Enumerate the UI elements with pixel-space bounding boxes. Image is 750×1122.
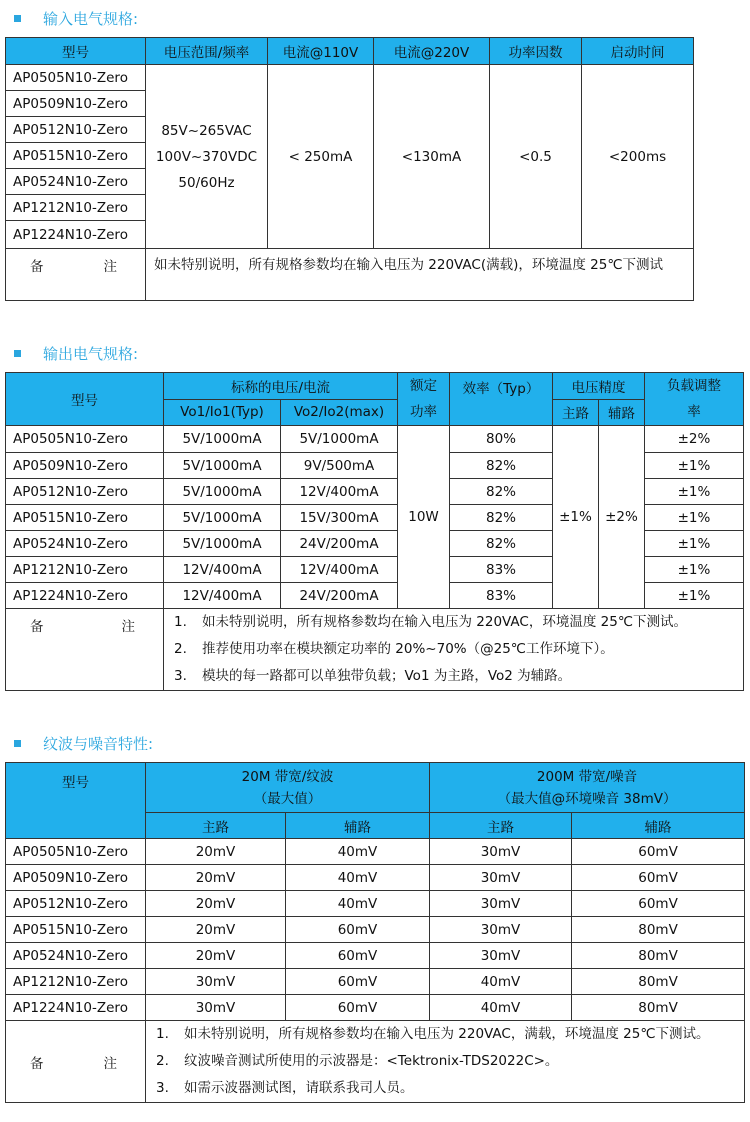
model-cell: AP0524N10-Zero: [6, 169, 146, 195]
noise-main-cell: 40mV: [430, 995, 572, 1021]
model-cell: AP0512N10-Zero: [6, 891, 146, 917]
section-title-text: 纹波与噪音特性:: [43, 735, 154, 753]
noise-aux-cell: 60mV: [572, 865, 745, 891]
range-line: 100V~370VDC: [155, 148, 258, 165]
ripple-label-b: （最大值）: [253, 790, 322, 807]
model-cell: AP0524N10-Zero: [6, 531, 164, 557]
remark-label-b: 注: [103, 259, 117, 275]
vo1-cell: 5V/1000mA: [164, 479, 281, 505]
header-main: 主路: [553, 399, 599, 426]
header-accuracy: 电压精度: [553, 373, 645, 400]
efficiency-cell: 83%: [450, 557, 553, 583]
header-power-factor: 功率因数: [490, 38, 582, 65]
header-efficiency: 效率（Typ）: [450, 373, 553, 426]
load-regulation-cell: ±1%: [645, 505, 744, 531]
note-text: 模块的每一路都可以单独带负载；Vo1 为主路，Vo2 为辅路。: [202, 668, 572, 684]
vo2-cell: 15V/300mA: [281, 505, 398, 531]
rated-label-b: 功率: [410, 404, 437, 420]
aux-accuracy-cell: ±2%: [599, 426, 645, 609]
square-bullet-icon: [14, 740, 21, 747]
noise-aux-cell: 80mV: [572, 969, 745, 995]
input-spec-table: [5, 37, 694, 301]
ripple-main-cell: 20mV: [146, 865, 286, 891]
model-cell: AP1224N10-Zero: [6, 583, 164, 609]
ripple-aux-cell: 40mV: [286, 839, 430, 865]
vo1-cell: 12V/400mA: [164, 583, 281, 609]
vo2-cell: 9V/500mA: [281, 453, 398, 479]
noise-aux-cell: 80mV: [572, 917, 745, 943]
vo2-cell: 12V/400mA: [281, 479, 398, 505]
table-row: [6, 865, 745, 891]
current-110-cell: < 250mA: [268, 65, 374, 249]
model-cell: AP0505N10-Zero: [6, 65, 146, 91]
note-item: [174, 636, 743, 663]
header-nominal: 标称的电压/电流: [164, 373, 398, 400]
vo1-cell: 5V/1000mA: [164, 426, 281, 453]
ripple-aux-cell: 60mV: [286, 969, 430, 995]
voltage-range-cell: [146, 65, 268, 249]
efficiency-cell: 82%: [450, 531, 553, 557]
output-spec-table: [5, 372, 744, 691]
ripple-main-cell: 20mV: [146, 891, 286, 917]
vo1-cell: 5V/1000mA: [164, 505, 281, 531]
table-header-row: [6, 38, 694, 65]
efficiency-cell: 83%: [450, 583, 553, 609]
header-noise-200m: [430, 763, 745, 813]
remark-notes: [146, 1021, 745, 1103]
vo1-cell: 5V/1000mA: [164, 453, 281, 479]
remark-label-a: 备: [30, 619, 44, 635]
efficiency-cell: 82%: [450, 505, 553, 531]
efficiency-cell: 82%: [450, 479, 553, 505]
vo1-cell: 5V/1000mA: [164, 531, 281, 557]
model-cell: AP0509N10-Zero: [6, 865, 146, 891]
ripple-aux-cell: 40mV: [286, 891, 430, 917]
vo2-cell: 5V/1000mA: [281, 426, 398, 453]
vo1-cell: 12V/400mA: [164, 557, 281, 583]
header-vo2: Vo2/Io2(max): [281, 399, 398, 426]
load-regulation-cell: ±2%: [645, 426, 744, 453]
startup-time-cell: <200ms: [582, 65, 694, 249]
noise-aux-cell: 60mV: [572, 891, 745, 917]
model-cell: AP0524N10-Zero: [6, 943, 146, 969]
header-ripple-20m: [146, 763, 430, 813]
remark-label-b: 注: [121, 619, 135, 635]
note-item: [156, 1075, 744, 1102]
ripple-main-cell: 20mV: [146, 943, 286, 969]
load-regulation-cell: ±1%: [645, 557, 744, 583]
rated-label-a: 额定: [410, 378, 437, 394]
header-startup-time: 启动时间: [582, 38, 694, 65]
section-title-output: [14, 343, 138, 364]
noise-main-cell: 30mV: [430, 917, 572, 943]
range-line: 85V~265VAC: [161, 122, 252, 139]
model-cell: AP0512N10-Zero: [6, 117, 146, 143]
noise-aux-cell: 60mV: [572, 839, 745, 865]
noise-main-cell: 40mV: [430, 969, 572, 995]
power-factor-cell: <0.5: [490, 65, 582, 249]
note-text: 推荐使用功率在模块额定功率的 20%~70%（@25℃工作环境下）。: [202, 641, 614, 657]
load-regulation-cell: ±1%: [645, 583, 744, 609]
rated-power-cell: 10W: [398, 426, 450, 609]
header-model: 型号: [6, 373, 164, 426]
note-item: [174, 609, 743, 636]
remark-row: [6, 249, 694, 301]
ripple-aux-cell: 40mV: [286, 865, 430, 891]
table-header-row: [6, 763, 745, 813]
ripple-aux-cell: 60mV: [286, 917, 430, 943]
table-row: [6, 839, 745, 865]
model-cell: AP1212N10-Zero: [6, 969, 146, 995]
square-bullet-icon: [14, 15, 21, 22]
section-title-input: [14, 8, 138, 29]
ripple-aux-cell: 60mV: [286, 995, 430, 1021]
header-ripple-aux: 辅路: [286, 813, 430, 839]
header-load-regulation: [645, 373, 744, 426]
remark-row: [6, 609, 744, 691]
note-text: 如未特别说明，所有规格参数均在输入电压为 220VAC，满载，环境温度 25℃下测试。: [184, 1026, 710, 1042]
ripple-aux-cell: 60mV: [286, 943, 430, 969]
section-title-ripple: [14, 733, 153, 754]
remark-label-b: 注: [103, 1055, 117, 1072]
header-noise-main: 主路: [430, 813, 572, 839]
vo2-cell: 12V/400mA: [281, 557, 398, 583]
remark-label: [6, 609, 164, 691]
noise-aux-cell: 80mV: [572, 995, 745, 1021]
note-item: [156, 1048, 744, 1075]
current-220-cell: <130mA: [374, 65, 490, 249]
model-cell: AP1212N10-Zero: [6, 195, 146, 221]
remark-label-a: 备: [30, 1055, 44, 1072]
table-row: [6, 917, 745, 943]
header-aux: 辅路: [599, 399, 645, 426]
noise-main-cell: 30mV: [430, 891, 572, 917]
table-row: [6, 65, 694, 91]
remark-label: [6, 1021, 146, 1103]
note-text: 纹波噪音测试所使用的示波器是：<Tektronix-TDS2022C>。: [184, 1053, 559, 1069]
ripple-main-cell: 30mV: [146, 969, 286, 995]
header-noise-aux: 辅路: [572, 813, 745, 839]
note-item: [156, 1021, 744, 1048]
vo2-cell: 24V/200mA: [281, 531, 398, 557]
remark-label-a: 备: [30, 259, 44, 275]
note-number: 1.: [174, 614, 187, 630]
model-cell: AP1212N10-Zero: [6, 557, 164, 583]
load-regulation-cell: ±1%: [645, 479, 744, 505]
header-ripple-main: 主路: [146, 813, 286, 839]
remark-label: [6, 249, 146, 301]
noise-aux-cell: 80mV: [572, 943, 745, 969]
model-cell: AP0515N10-Zero: [6, 143, 146, 169]
load-label-b: 率: [687, 404, 701, 420]
noise-main-cell: 30mV: [430, 943, 572, 969]
ripple-noise-table: [5, 762, 745, 1103]
square-bullet-icon: [14, 350, 21, 357]
efficiency-cell: 82%: [450, 453, 553, 479]
section-title-text: 输出电气规格:: [43, 345, 139, 363]
model-cell: AP0509N10-Zero: [6, 91, 146, 117]
header-current-110: 电流@110V: [268, 38, 374, 65]
note-number: 3.: [156, 1080, 169, 1096]
load-label-a: 负载调整: [667, 378, 721, 394]
vo2-cell: 24V/200mA: [281, 583, 398, 609]
note-number: 2.: [174, 641, 187, 657]
section-title-text: 输入电气规格:: [43, 10, 139, 28]
header-voltage-range: 电压范围/频率: [146, 38, 268, 65]
table-row: [6, 995, 745, 1021]
noise-label-a: 200M 带宽/噪音: [536, 768, 638, 785]
ripple-label-a: 20M 带宽/纹波: [241, 768, 334, 785]
note-item: [174, 663, 743, 690]
noise-label-b: （最大值@环境噪音 38mV）: [497, 790, 677, 807]
model-cell: AP0512N10-Zero: [6, 479, 164, 505]
load-regulation-cell: ±1%: [645, 531, 744, 557]
model-cell: AP0505N10-Zero: [6, 426, 164, 453]
table-header-row: [6, 373, 744, 400]
model-cell: AP1224N10-Zero: [6, 221, 146, 249]
noise-main-cell: 30mV: [430, 865, 572, 891]
model-cell: AP0509N10-Zero: [6, 453, 164, 479]
load-regulation-cell: ±1%: [645, 453, 744, 479]
model-cell: AP0515N10-Zero: [6, 917, 146, 943]
ripple-main-cell: 30mV: [146, 995, 286, 1021]
table-row: [6, 969, 745, 995]
note-number: 2.: [156, 1053, 169, 1069]
model-cell: AP0515N10-Zero: [6, 505, 164, 531]
table-row: [6, 943, 745, 969]
remark-text: 如未特别说明，所有规格参数均在输入电压为 220VAC(满载)，环境温度 25℃下测试: [146, 249, 694, 301]
noise-main-cell: 30mV: [430, 839, 572, 865]
range-line: 50/60Hz: [178, 174, 235, 191]
efficiency-cell: 80%: [450, 426, 553, 453]
ripple-main-cell: 20mV: [146, 839, 286, 865]
note-text: 如需示波器测试图，请联系我司人员。: [184, 1080, 414, 1096]
header-current-220: 电流@220V: [374, 38, 490, 65]
ripple-main-cell: 20mV: [146, 917, 286, 943]
model-cell: AP1224N10-Zero: [6, 995, 146, 1021]
main-accuracy-cell: ±1%: [553, 426, 599, 609]
note-text: 如未特别说明，所有规格参数均在输入电压为 220VAC，环境温度 25℃下测试。: [202, 614, 687, 630]
table-row: [6, 891, 745, 917]
header-rated-power: [398, 373, 450, 426]
note-number: 1.: [156, 1026, 169, 1042]
header-model: 型号: [6, 38, 146, 65]
remark-row: [6, 1021, 745, 1103]
table-row: [6, 426, 744, 453]
model-cell: AP0505N10-Zero: [6, 839, 146, 865]
header-model: 型号: [6, 763, 146, 839]
remark-notes: [164, 609, 744, 691]
note-number: 3.: [174, 668, 187, 684]
header-vo1: Vo1/Io1(Typ): [164, 399, 281, 426]
